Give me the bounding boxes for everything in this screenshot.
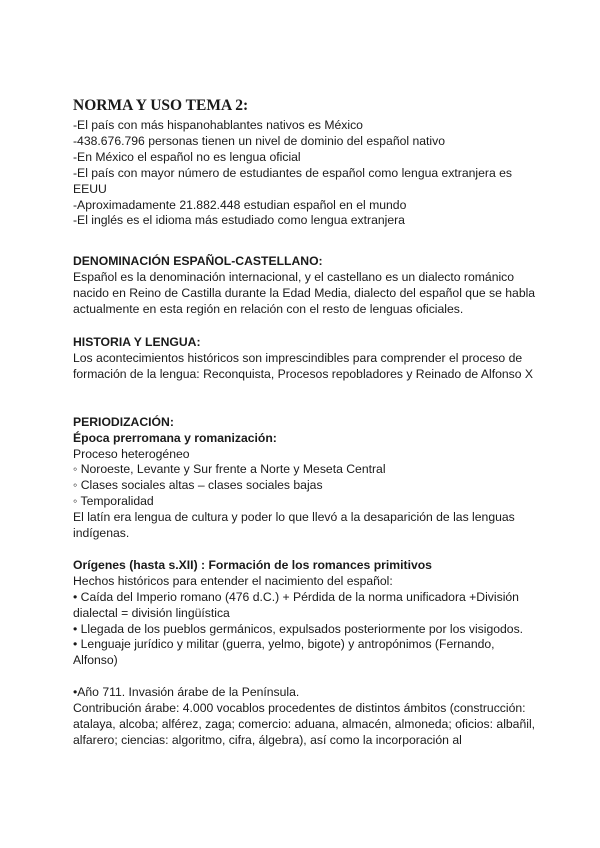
paragraph-historia: Los acontecimientos históricos son imprescindibles para comprender el proceso de formación de la lengua: Reconquista, Procesos repobladores y Reinado de Alfonso X bbox=[73, 350, 534, 381]
paragraph-contribucion: Contribución árabe: 4.000 vocablos procedentes de distintos ámbitos (construcción: atalaya, alcoba; alférez, zaga; comercio: aduana, almacén, almoneda; oficios: albañil, alfarero; ciencias: algoritmo, cifra, álgebra), así como la incorporación al bbox=[73, 701, 536, 747]
paragraph-latin: El latín era lengua de cultura y poder lo que llevó a la desaparición de las lenguas indígenas. bbox=[73, 510, 515, 541]
intro-line: -En México el español no es lengua oficial bbox=[73, 149, 301, 164]
bullet-item: • Lenguaje jurídico y militar (guerra, yelmo, bigote) y antropónimos (Fernando, Alfonso) bbox=[73, 637, 495, 668]
intro-line: -El inglés es el idioma más estudiado como lengua extranjera bbox=[73, 213, 405, 228]
circle-bullet-item: ◦ Temporalidad bbox=[73, 494, 154, 509]
heading-historia: HISTORIA Y LENGUA: bbox=[73, 334, 201, 349]
circle-bullet-item: ◦ Clases sociales altas – clases sociales bajas bbox=[73, 478, 323, 493]
bullet-item: • Caída del Imperio romano (476 d.C.) + Pérdida de la norma unificadora +División dialectal = división lingüística bbox=[73, 589, 519, 620]
proceso-line: Proceso heterogéneo bbox=[73, 446, 190, 461]
heading-denominacion: DENOMINACIÓN ESPAÑOL-CASTELLANO: bbox=[73, 254, 323, 269]
intro-list bbox=[73, 118, 540, 229]
intro-line: -El país con mayor número de estudiantes de español como lengua extranjera es EEUU bbox=[73, 165, 513, 196]
origenes-intro: Hechos históricos para entender el nacimiento del español: bbox=[73, 573, 393, 588]
paragraph-denominacion: Español es la denominación internacional, y el castellano es un dialecto románico nacido en Reino de Castilla durante la Edad Media, dialecto del español que se habla actualmente en esta región en relación con el resto de lenguas oficiales. bbox=[73, 270, 536, 317]
intro-line: -438.676.796 personas tienen un nivel de dominio del español nativo bbox=[73, 133, 445, 148]
bullet-item-711: •Año 711. Invasión árabe de la Península. bbox=[73, 685, 300, 700]
intro-line: -El país con más hispanohablantes nativos es México bbox=[73, 118, 363, 132]
subheading-prerromana: Época prerromana y romanización: bbox=[73, 430, 277, 445]
bullet-item: • Llegada de los pueblos germánicos, expulsados posteriormente por los visigodos. bbox=[73, 621, 524, 636]
intro-line: -Aproximadamente 21.882.448 estudian español en el mundo bbox=[73, 197, 407, 212]
circle-bullet-item: ◦ Noroeste, Levante y Sur frente a Norte y Meseta Central bbox=[73, 462, 386, 477]
page-title: NORMA Y USO TEMA 2: bbox=[73, 97, 249, 114]
heading-origenes: Orígenes (hasta s.XII) : Formación de los romances primitivos bbox=[73, 557, 432, 572]
heading-periodizacion: PERIODIZACIÓN: bbox=[73, 414, 174, 429]
